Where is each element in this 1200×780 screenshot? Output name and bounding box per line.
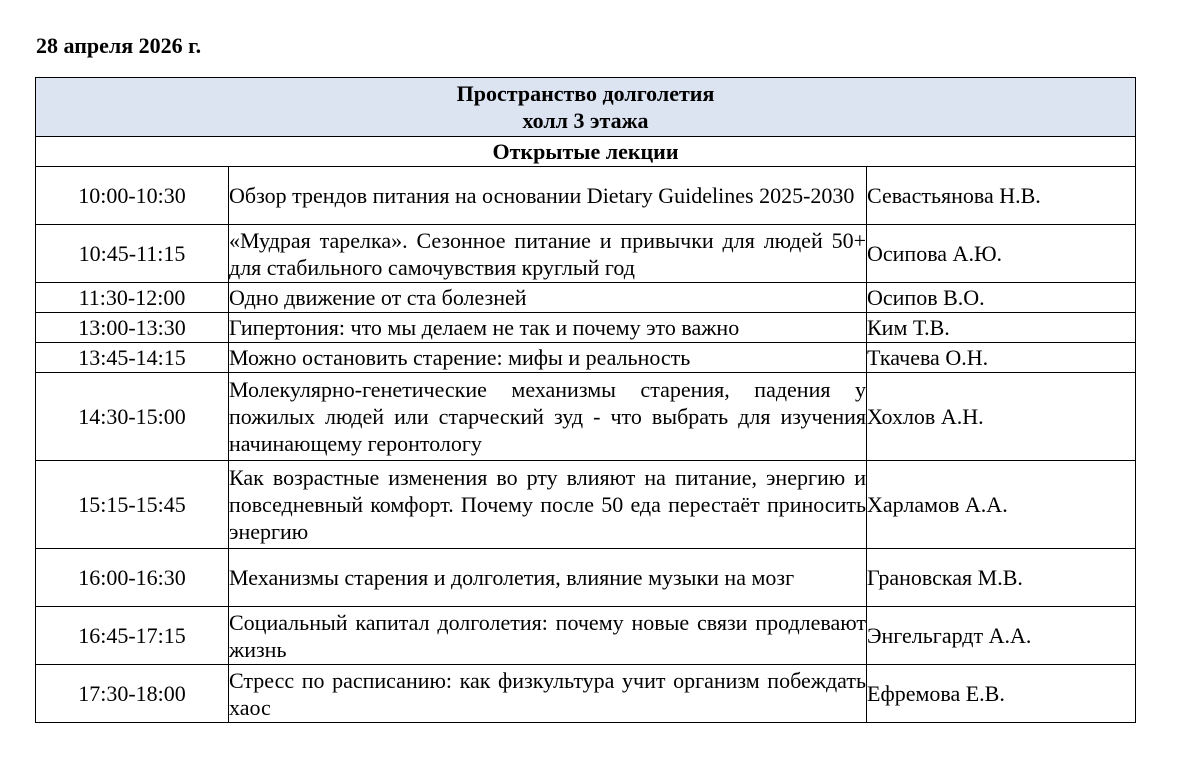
lecture-time: 11:30-12:00 (36, 283, 229, 313)
lecture-time: 10:00-10:30 (36, 167, 229, 225)
lecture-row (36, 313, 1136, 343)
section-title: Открытые лекции (36, 137, 1136, 167)
document-date: 28 апреля 2026 г. (36, 33, 202, 58)
lecture-speaker: Осипова А.Ю. (867, 225, 1136, 283)
lecture-speaker: Энгельгардт А.А. (867, 607, 1136, 665)
venue-location: холл 3 этажа (522, 108, 649, 133)
lecture-row (36, 549, 1136, 607)
lecture-speaker: Харламов А.А. (867, 461, 1136, 549)
lecture-time: 16:45-17:15 (36, 607, 229, 665)
lecture-row (36, 343, 1136, 373)
lecture-topic: Молекулярно-генетические механизмы старения, падения у пожилых людей или старческий зуд - что выбрать для изучения начинающему геронтологу (229, 373, 867, 461)
lecture-row (36, 167, 1136, 225)
lecture-row (36, 665, 1136, 723)
lecture-row (36, 461, 1136, 549)
lecture-speaker: Ким Т.В. (867, 313, 1136, 343)
lecture-speaker: Хохлов А.Н. (867, 373, 1136, 461)
lecture-speaker: Ткачева О.Н. (867, 343, 1136, 373)
lecture-topic: Стресс по расписанию: как физкультура учит организм побеждать хаос (229, 665, 867, 723)
lecture-topic: Гипертония: что мы делаем не так и почему это важно (229, 313, 867, 343)
lecture-time: 15:15-15:45 (36, 461, 229, 549)
lecture-time: 10:45-11:15 (36, 225, 229, 283)
lecture-topic: Как возрастные изменения во рту влияют на питание, энергию и повседневный комфорт. Почему после 50 еда перестаёт приносить энергию (229, 461, 867, 549)
lecture-speaker: Грановская М.В. (867, 549, 1136, 607)
lecture-row (36, 283, 1136, 313)
lecture-topic: «Мудрая тарелка». Сезонное питание и привычки для людей 50+ для стабильного самочувствия круглый год (229, 225, 867, 283)
lecture-topic: Обзор трендов питания на основании Dietary Guidelines 2025-2030 (229, 167, 867, 225)
lecture-schedule-table (35, 77, 1136, 723)
lecture-time: 13:45-14:15 (36, 343, 229, 373)
lecture-time: 16:00-16:30 (36, 549, 229, 607)
lecture-row (36, 373, 1136, 461)
lecture-topic: Можно остановить старение: мифы и реальность (229, 343, 867, 373)
lecture-topic: Социальный капитал долголетия: почему новые связи продлевают жизнь (229, 607, 867, 665)
lecture-speaker: Севастьянова Н.В. (867, 167, 1136, 225)
lecture-row (36, 225, 1136, 283)
lecture-topic: Механизмы старения и долголетия, влияние музыки на мозг (229, 549, 867, 607)
lecture-time: 17:30-18:00 (36, 665, 229, 723)
venue-header-cell (36, 78, 1136, 137)
lecture-time: 13:00-13:30 (36, 313, 229, 343)
lecture-speaker: Ефремова Е.В. (867, 665, 1136, 723)
schedule-body (36, 78, 1136, 723)
venue-header-row (36, 78, 1136, 137)
venue-title: Пространство долголетия (456, 81, 715, 106)
lecture-topic: Одно движение от ста болезней (229, 283, 867, 313)
lecture-time: 14:30-15:00 (36, 373, 229, 461)
lecture-speaker: Осипов В.О. (867, 283, 1136, 313)
section-header-row (36, 137, 1136, 167)
lecture-row (36, 607, 1136, 665)
